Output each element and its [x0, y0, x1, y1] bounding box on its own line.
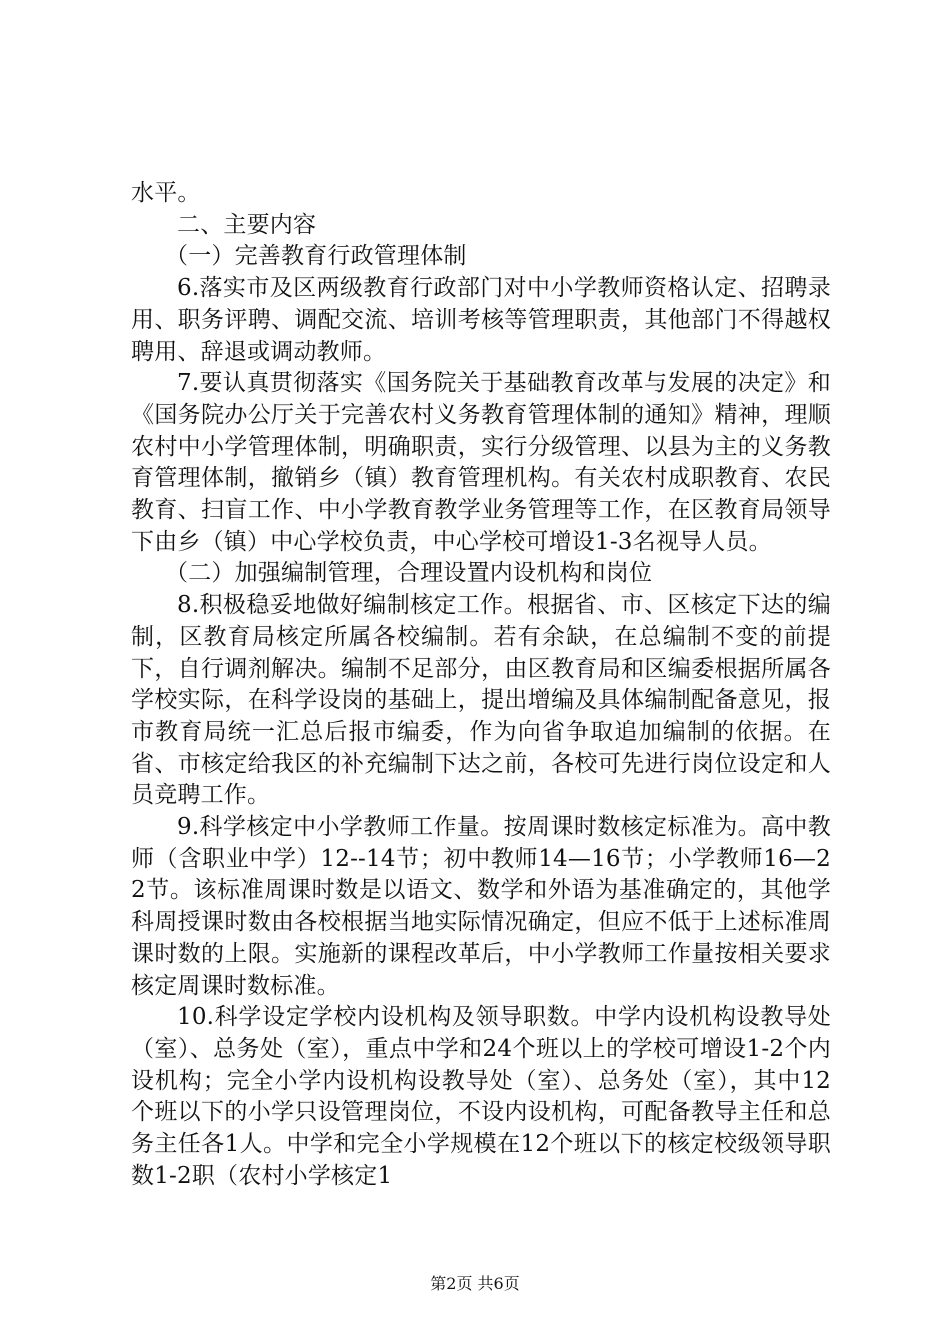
paragraph-item-6: 6.落实市及区两级教育行政部门对中小学教师资格认定、招聘录用、职务评聘、调配交流、培训考核等管理职责，其他部门不得越权聘用、辞退或调动教师。	[131, 275, 831, 365]
page-number-footer: 第2页 共6页	[430, 1274, 520, 1293]
subsection-heading-1: （一）完善教育行政管理体制	[165, 243, 467, 270]
paragraph-item-10: 10.科学设定学校内设机构及领导职数。中学内设机构设教导处（室）、总务处（室），重点中学和24个班以上的学校可增设1-2个内设机构；完全小学内设机构设教导处（室）、总务处（室），其中12个班以下的小学只设管理岗位，不设内设机构，可配备教导主任和总务主任各1人。中学和完全小学规模在12个班以下的核定校级领导职数1-2职（农村小学核定1	[131, 1004, 831, 1189]
paragraph-item-9: 9.科学核定中小学教师工作量。按周课时数核定标准为。高中教师（含职业中学）12--14节；初中教师14—16节；小学教师16—22节。该标准周课时数是以语文、数学和外语为基准确定的，其他学科周授课时数由各校根据当地实际情况确定，但应不低于上述标准周课时数的上限。实施新的课程改革后，中小学教师工作量按相关要求核定周课时数标准。	[131, 814, 831, 999]
paragraph-continuation: 水平。	[131, 180, 201, 206]
paragraph-item-7: 7.要认真贯彻落实《国务院关于基础教育改革与发展的决定》和《国务院办公厅关于完善农村义务教育管理体制的通知》精神，理顺农村中小学管理体制，明确职责，实行分级管理、以县为主的义务教育管理体制，撤销乡（镇）教育管理机构。有关农村成职教育、农民教育、扫盲工作、中小学教育教学业务管理等工作，在区教育局领导下由乡（镇）中心学校负责，中心学校可增设1-3名视导人员。	[131, 370, 831, 555]
section-heading-main-content: 二、主要内容	[177, 211, 317, 238]
paragraph-item-8: 8.积极稳妥地做好编制核定工作。根据省、市、区核定下达的编制，区教育局核定所属各校编制。若有余缺，在总编制不变的前提下，自行调剂解决。编制不足部分，由区教育局和区编委根据所属各学校实际，在科学设岗的基础上，提出增编及具体编制配备意见，报市教育局统一汇总后报市编委，作为向省争取追加编制的依据。在省、市核定给我区的补充编制下达之前，各校可先进行岗位设定和人员竞聘工作。	[131, 592, 831, 809]
subsection-heading-2: （二）加强编制管理，合理设置内设机构和岗位	[165, 560, 653, 587]
body-text	[131, 178, 831, 1193]
